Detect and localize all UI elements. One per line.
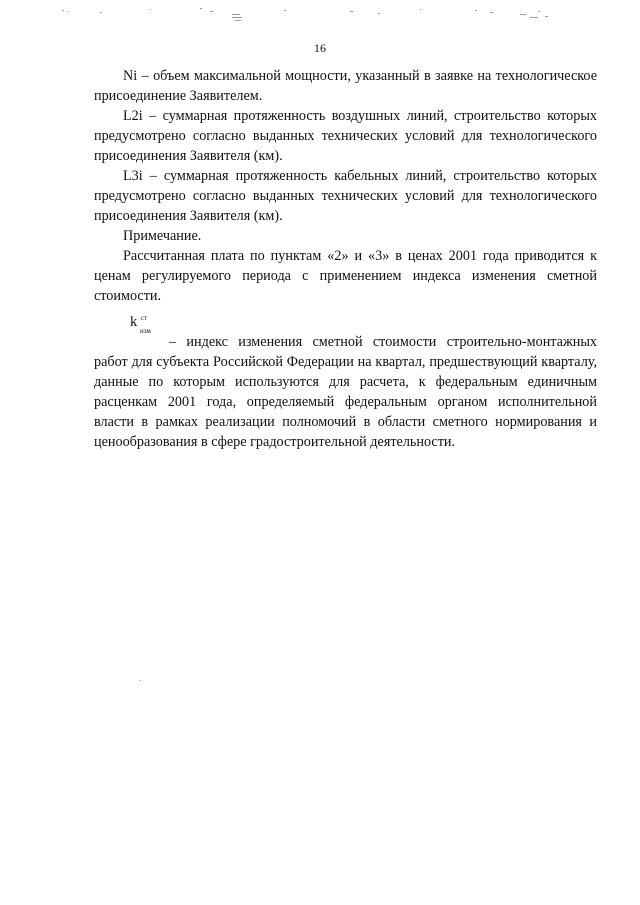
formula-k: k <box>130 314 138 330</box>
paragraph-calculation: Рассчитанная плата по пунктам «2» и «3» в ценах 2001 года приводится к ценам регулируемого периода с применением индекса изменения сметной стоимости. <box>94 248 597 304</box>
scan-artifact-marks <box>60 2 560 24</box>
formula-description: – индекс изменения сметной стоимости строительно-монтажных работ для субъекта Российской Федерации на квартал, предшествующий кварталу, данные по которым используются для расчета, к федеральным единичным расценкам 2001 года, определяемый федеральным органом исполнительной власти в рамках реализации полномочий в области сметного нормирования и ценообразования в сфере градостроительной деятельности. <box>94 334 597 450</box>
formula-index-symbol <box>94 312 597 338</box>
page-number: 16 <box>314 41 326 55</box>
formula-description-block <box>94 332 597 452</box>
scan-speck <box>140 680 141 681</box>
paragraph-l3i: L3i – суммарная протяженность кабельных линий, строительство которых предусмотрено согласно выданных технических условий для технологического присоединения Заявителя (км). <box>94 168 597 224</box>
formula-subscript: изм <box>140 327 151 335</box>
paragraph-ni: Ni – объем максимальной мощности, указанный в заявке на технологическое присоединение Заявителем. <box>94 68 597 104</box>
formula-superscript: ст <box>141 314 148 322</box>
document-body <box>94 66 597 452</box>
note-heading: Примечание. <box>123 228 202 244</box>
paragraph-l2i: L2i – суммарная протяженность воздушных линий, строительство которых предусмотрено согласно выданных технических условий для технологического присоединения Заявителя (км). <box>94 108 597 164</box>
